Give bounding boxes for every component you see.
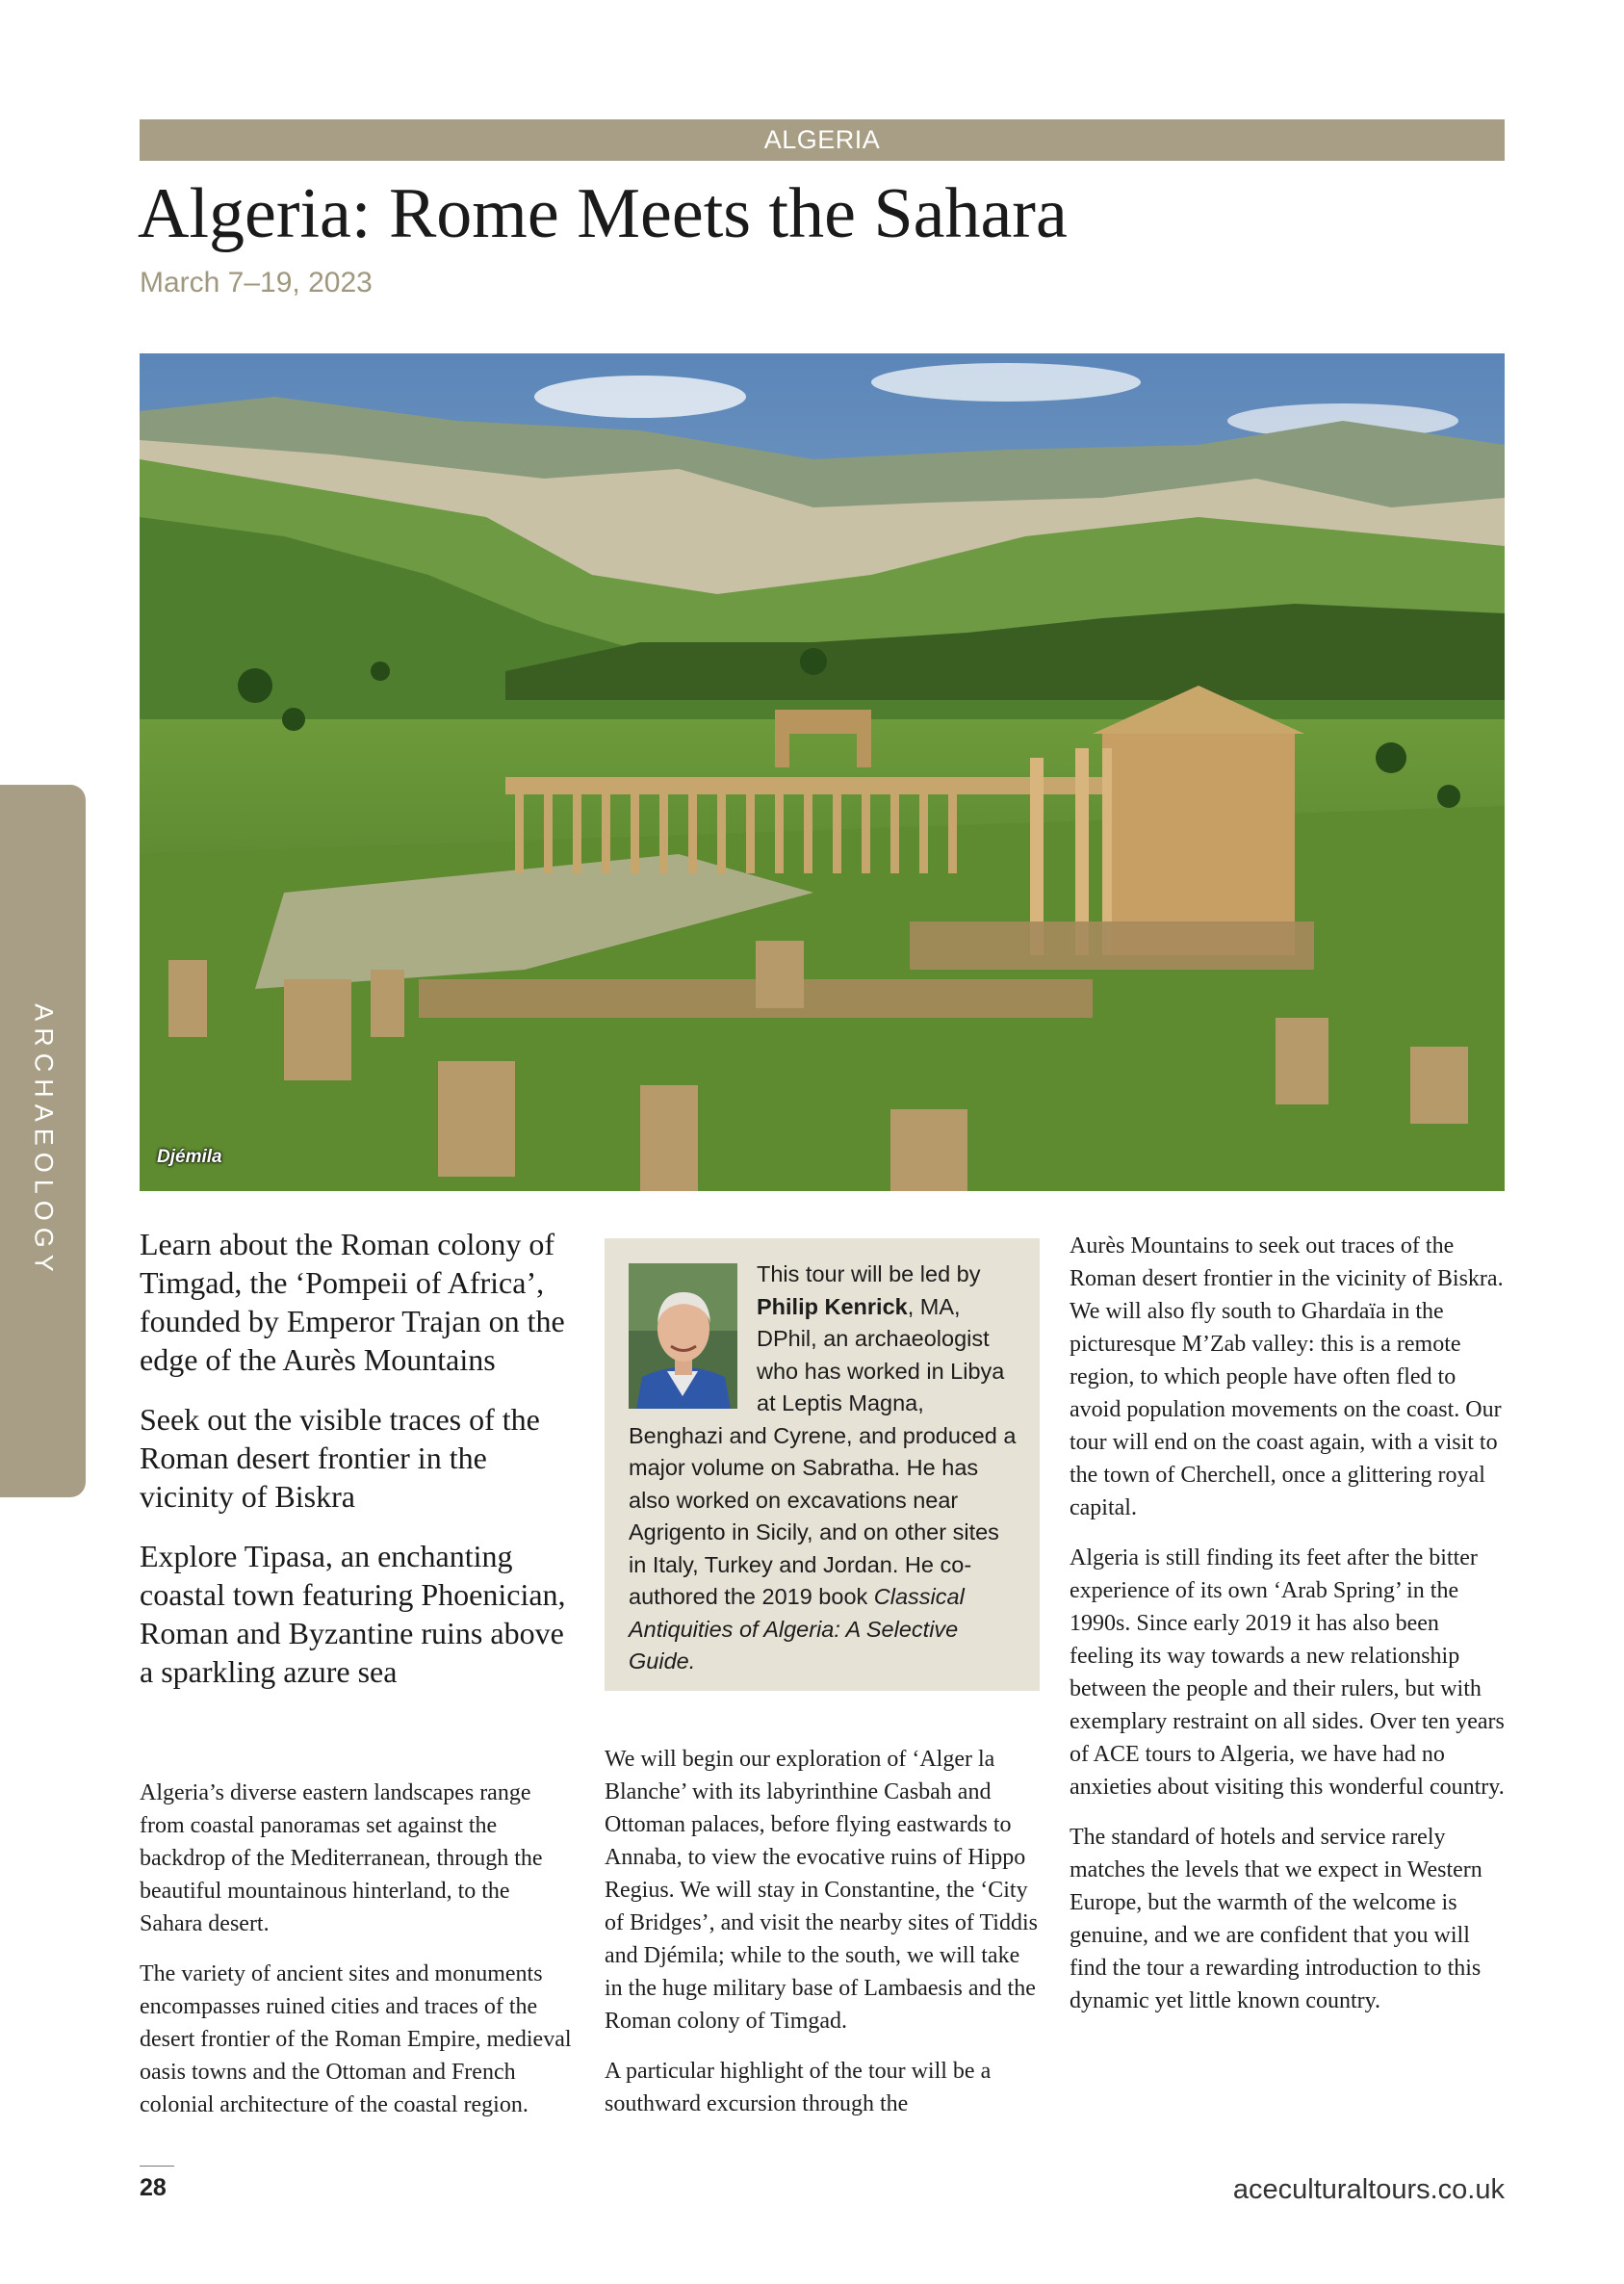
body-paragraph: The standard of hotels and service rarely matches the levels that we expect in Western Europe, but the warmth of the welcome is genuine, and we are confident that you will find the tour a rewarding introduction to this dynamic yet little known country. — [1070, 1825, 1482, 2013]
leader-portrait — [629, 1263, 737, 1409]
leader-bio: , MA, DPhil, an archaeologist who has worked in Libya at Leptis Magna, Benghazi and Cyrene, and produced a major volume on Sabratha. He has also worked on excavations near Agrigento in Sicily, and on other sites in Italy, Turkey and Jordan. He co-authored the 2019 book — [629, 1293, 1017, 1609]
page-title: Algeria: Rome Meets the Sahara — [138, 174, 1068, 253]
body-paragraph: A particular highlight of the tour will be a southward excursion through the — [605, 2059, 992, 2116]
leader-photo-illustration — [629, 1263, 737, 1409]
hero-photo — [140, 353, 1505, 1191]
body-column-3 — [1070, 1230, 1508, 2035]
leader-intro: This tour will be led by — [757, 1261, 981, 1286]
highlight-item: Seek out the visible traces of the Roman desert frontier in the vicinity of Biskra — [140, 1402, 540, 1514]
body-paragraph: Aurès Mountains to seek out traces of the Roman desert frontier in the vicinity of Biskra. We will also fly south to Ghardaïa in the picturesque M’Zab valley: this is a remote region, to which people have often fled to avoid population movements on the coast. Our tour will end on the coast again, with a visit to the town of Cherchell, once a glittering royal capital. — [1070, 1233, 1504, 1520]
body-paragraph: Algeria is still finding its feet after the bitter experience of its own ‘Arab Spring’ in the 1990s. Since early 2019 it has also been feeling its way towards a new relationship between the people and their rulers, but with exemplary restraint on all sides. Over ten years of ACE tours to Algeria, we have had no anxieties about visiting this wonderful country. — [1070, 1545, 1505, 1800]
body-paragraph: Algeria’s diverse eastern landscapes range from coastal panoramas set against the backdrop of the Mediterranean, through the beautiful mountainous hinterland, to the Sahara desert. — [140, 1780, 543, 1936]
body-column-1 — [140, 1777, 578, 2139]
highlight-item: Learn about the Roman colony of Timgad, the ‘Pompeii of Africa’, founded by Emperor Trajan on the edge of the Aurès Mountains — [140, 1227, 565, 1377]
leader-book-title: Classical Antiquities of Algeria: A Selective Guide. — [629, 1584, 965, 1674]
side-tab-label: ARCHAEOLOGY — [29, 1003, 58, 1279]
highlight-item: Explore Tipasa, an enchanting coastal town featuring Phoenician, Roman and Byzantine ruins above a sparkling azure sea — [140, 1539, 566, 1689]
website-url[interactable]: aceculturaltours.co.uk — [1232, 2174, 1505, 2205]
tour-leader-box — [605, 1238, 1040, 1691]
page-number: 28 — [140, 2174, 167, 2201]
photo-caption: Djémila — [157, 1147, 222, 1167]
ruins-landscape-illustration — [140, 353, 1505, 1191]
body-paragraph: We will begin our exploration of ‘Alger la Blanche’ with its labyrinthine Casbah and Ottoman palaces, before flying eastwards to Annaba, to view the evocative ruins of Hippo Regius. We will stay in Constantine, the ‘City of Bridges’, and visit the nearby sites of Tiddis and Djémila; while to the south, we will take in the huge military base of Lambaesis and the Roman colony of Timgad. — [605, 1747, 1038, 2034]
section-band: ALGERIA — [140, 119, 1505, 161]
tour-highlights — [140, 1225, 582, 1712]
section-side-tab — [0, 785, 86, 1497]
page-number-rule — [140, 2166, 174, 2167]
body-paragraph: The variety of ancient sites and monuments encompasses ruined cities and traces of the desert frontier of the Roman Empire, medieval oasis towns and the Ottoman and French colonial architecture of the coastal region. — [140, 1961, 572, 2117]
tour-dates: March 7–19, 2023 — [140, 267, 373, 298]
leader-name: Philip Kenrick — [757, 1293, 908, 1319]
body-column-2 — [605, 1743, 1043, 2138]
